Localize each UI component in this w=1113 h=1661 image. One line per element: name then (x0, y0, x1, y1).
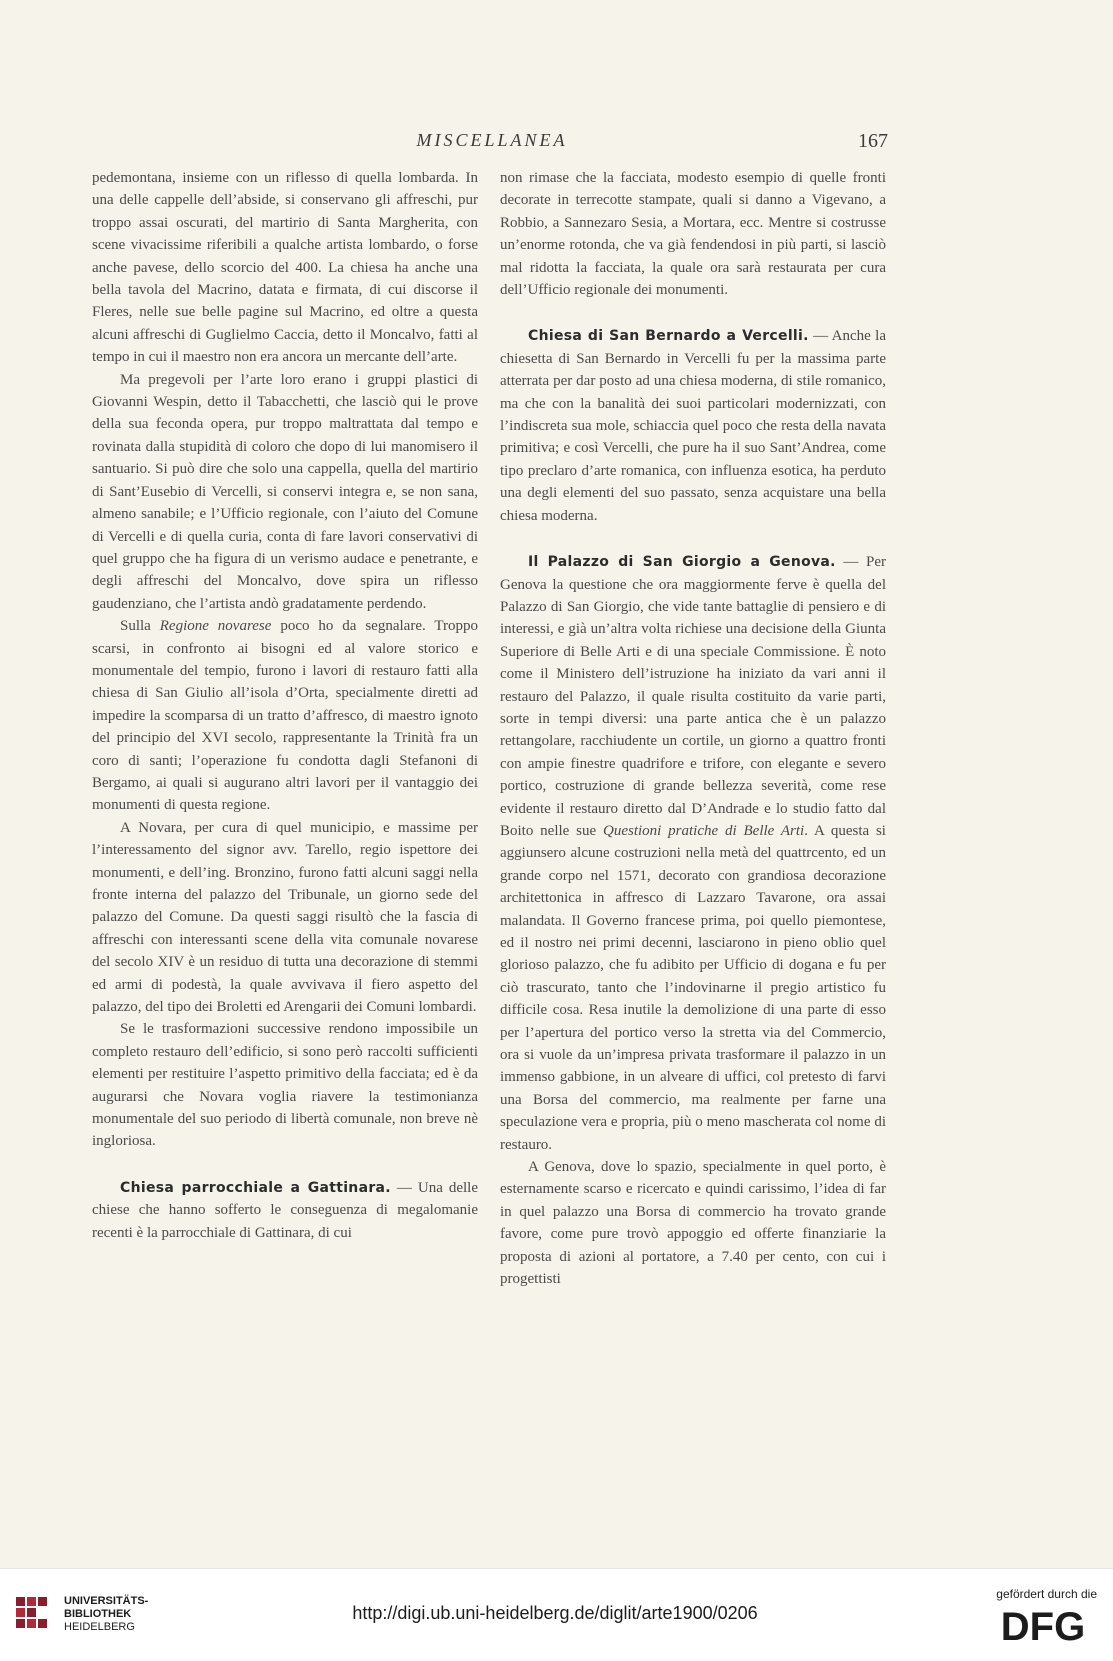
funding-caption: gefördert durch die (996, 1587, 1097, 1601)
page-number: 167 (858, 130, 888, 152)
italic-title: Regione novarese (159, 618, 272, 635)
library-line: BIBLIOTHEK (64, 1608, 132, 1620)
left-column (92, 167, 478, 1244)
italic-title: Questioni pratiche di Belle Arti (603, 822, 805, 839)
paragraph (500, 551, 886, 1156)
permalink-url[interactable]: http://digi.ub.uni-heidelberg.de/diglit/arte1900/0206 (352, 1603, 758, 1623)
paragraph: A Genova, dove lo spazio, specialmente in quel porto, è esternamente scarso e ricercato e quindi carissimo, l’idea di far in quel palazzo una Borsa di commercio ha trovato grande favore, come pure trovò appoggio ed offerte finanziarie la proposta di azioni al portatore, a 7.40 per cento, con cui i progettisti (500, 1159, 886, 1288)
paragraph: non rimase che la facciata, modesto esempio di quelle fronti decorate in terrecotte stampate, quali si danno a Vigevano, a Robbio, a Sannezaro Sesia, a Mortara, ecc. Mentre si costrusse un’enorme rotonda, che va già fendendosi in più parti, si lasciò mal ridotta la facciata, la quale ora sarà restaurata per cura dell’Ufficio regionale dei monumenti. (500, 170, 886, 299)
text-run: . A questa si aggiunsero alcune costruzioni nella metà del quattrcento, ed un grande corpo nel 1571, decorato con grandiosa decorazione architettonica in affresco di Lazzaro Tavarone, ora assai malandata. Il Governo francese prima, poi quello piemontese, ed il nostro nei primi decenni, lasciarono in pieno oblio quel glorioso palazzo, che fu adibito per Ufficio di dogana e fu per ciò trascurato, tanto che l’indovinarne il pregio artistico fu difficile cosa. Resa inutile la demolizione di una parte di esso per l’apertura del portico verso la stretta via del Commercio, ora si vuole da un’impresa privata trasformare il palazzo in un immenso gabbione, in un alveare di uffici, col pretesto di farvi una Borsa del commercio, ma realmente per farne una speculazione vera e propria, più o meno mascherata col nome di restauro. (500, 822, 886, 1153)
library-name (64, 1595, 148, 1634)
section-heading: Chiesa di San Bernardo a Vercelli. (528, 328, 809, 345)
paragraph: Se le trasformazioni successive rendono impossibile un completo restauro dell’edificio, si sono però raccolti sufficienti elementi per restituire l’aspetto primitivo della facciata; ed è da augurarsi che Novara voglia riavere la testimonianza monumentale del suo periodo di libertà comunale, non breve nè ingloriosa. (92, 1021, 478, 1150)
library-line: HEIDELBERG (64, 1621, 135, 1633)
text-run: — Per Genova la questione che ora maggiormente ferve è quella del Palazzo di San Giorgio, che vide tante battaglie di pensiero e di interessi, e già un’altra volta richiese una decisione della Giunta Superiore di Belle Arti e di una speciale Commissione. È noto come il Ministero dell’istruzione ha iniziato da vari anni il restauro del Palazzo, il quale risulta costituito da varie parti, sorte in tempi diversi: una parte antica che è un palazzo rettangolare, racchiudente un cortile, un giorno a quattro fronti con ampie finestre quadrifore e trifore, con elegante e severo portico, costruzione di grande bellezza severità, come rese evidente il restauro diretto dal D’Andrade e lo studio fatto dal Boito nelle sue (500, 554, 886, 839)
paragraph: Ma pregevoli per l’arte loro erano i gruppi plastici di Giovanni Wespin, detto il Tabacchetti, che lasciò qui le prove della sua feconda opera, pur troppo maltrattata dal tempo e rovinata dalla stupidità di coloro che dopo di lui manomisero il santuario. Si può dire che solo una cappella, quella del martirio di Sant’Eusebio di Vercelli, si conservi integra e, se non sana, almeno sanabile; e l’Ufficio regionale, con l’aiuto del Comune di Vercelli e di quella curia, conta di fare lavori conservativi di quel gruppo che ha figura di un verismo audace e penetrante, e degli affreschi del Moncalvo, dove spira un riflesso gaudenziano, che l’artista andò gradatamente perdendo. (92, 371, 478, 612)
text-run: Sulla (120, 618, 160, 635)
paragraph: pedemontana, insieme con un riflesso di quella lombarda. In una delle cappelle dell’abside, si conservano gli affreschi, pur troppo assai oscurati, del martirio di Santa Margherita, con scene vivacissime riferibili a qualche artista lombardo, o forse anche pavese, dello scorcio del 400. La chiesa ha anche una bella tavola del Macrino, datata e firmata, di cui discorse il Fleres, nelle sue belle pagine sul Macrino, ed oltre a questa alcuni affreschi di Guglielmo Caccia, detto il Moncalvo, fatti al tempo in cui il maestro non era ancora un mercante dell’arte. (92, 170, 478, 366)
dfg-logo-icon (987, 1607, 1099, 1643)
paragraph: A Novara, per cura di quel municipio, e massime per l’interessamento del signor avv. Tarello, regio ispettore dei monumenti, e dell’ing. Bronzino, furono fatti alcuni saggi nella fronte interna del palazzo del Tribunale, un giorno sede del palazzo del Comune. Da questi saggi risultò che la fascia di affreschi con interessanti scene della vita comunale novarese del secolo XIV è un residuo di tutta una decorazione di stemmi ed armi di podestà, la quale avvivava il fiero aspetto del palazzo, del tipo dei Broletti ed Arengarii dei Comuni lombardi. (92, 819, 478, 1016)
section-heading: Il Palazzo di San Giorgio a Genova. (528, 554, 836, 571)
right-column (500, 167, 886, 1291)
paragraph (500, 325, 886, 527)
library-line: UNIVERSITÄTS- (64, 1595, 149, 1607)
university-library-logo-icon (12, 1593, 58, 1637)
svg-text:DFG: DFG (1000, 1607, 1086, 1643)
text-run: — Una delle chiese che hanno sofferto le conseguenza di megalomanie recenti è la parrocchiale di Gattinara, di cui (92, 1179, 478, 1241)
paragraph (92, 1177, 478, 1244)
section-heading: Chiesa parrocchiale a Gattinara. (120, 1179, 391, 1196)
running-head (92, 128, 892, 158)
paragraph (92, 615, 478, 817)
text-run: — Anche la chiesetta di San Bernardo in Vercelli fu per la massima parte atterrata per dar posto ad una chiesa moderna, di stile romanico, ma che con la banalità dei suoi particolari modernizzati, con l’indiscreta sua mole, schiaccia quel poco che resta della navata primitiva; e così Vercelli, che pure ha il suo Sant’Andrea, come tipo preclaro d’arte romanica, con influenza esotica, ha perduto una degli elementi del suo passato, senza acquistare una bella chiesa moderna. (500, 328, 886, 524)
running-title: MISCELLANEA (416, 130, 568, 150)
digitization-footer (0, 1568, 1113, 1661)
text-run: poco ho da segnalare. Troppo scarsi, in confronto ai bisogni ed al valore storico e monumentale del tempio, furono i lavori di restauro fatti alla chiesa di San Giulio all’isola d’Orta, specialmente diretti ad impedire la scomparsa di un tratto d’affresco, di maestro ignoto del principio del XVI secolo, rappresentante la Trinità fra un coro di santi; l’operazione fu condotta dagli Stefanoni di Bergamo, ai quali si augurano altri lavori per il vantaggio dei monumenti di questa regione. (92, 618, 478, 814)
